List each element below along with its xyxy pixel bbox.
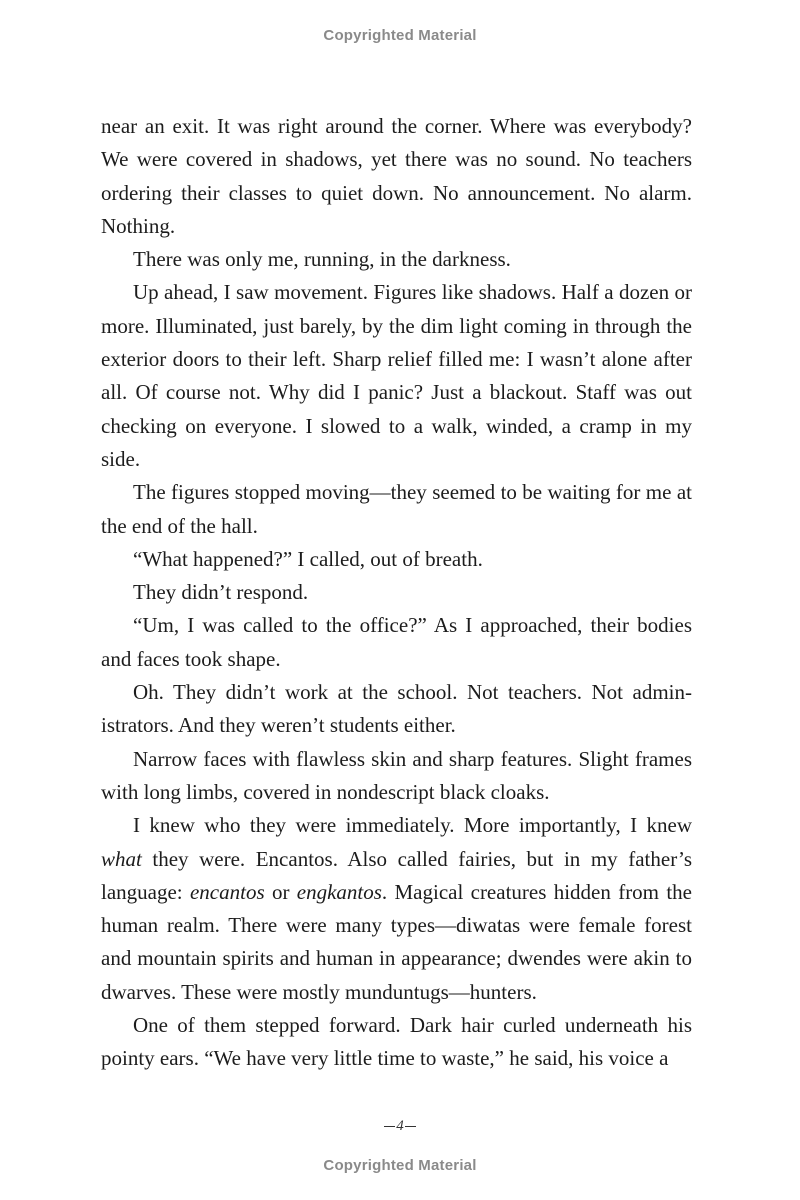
text-run: I knew who they were immediately. More importantly, I knew	[133, 813, 692, 838]
paragraph	[101, 110, 692, 243]
text-run: Oh. They didn’t work at the school. Not teachers. Not administrators. And they weren’t students either.	[101, 680, 692, 738]
book-page-body	[101, 110, 692, 1076]
text-run: One of them stepped forward. Dark hair curled underneath his pointy ears. “We have very little time to waste,” he said, his voice a	[101, 1013, 692, 1071]
text-run: or	[264, 879, 297, 904]
italic-word: encantos	[189, 879, 265, 904]
folio-dash-right	[405, 1126, 416, 1127]
folio-dash-left	[384, 1126, 395, 1127]
paragraph	[101, 243, 692, 276]
text-run: They didn’t respond.	[133, 580, 309, 605]
text-run: “What happened?” I called, out of breath.	[133, 546, 483, 571]
paragraph	[101, 276, 692, 476]
page-number	[0, 1118, 800, 1135]
paragraph	[101, 576, 692, 609]
text-run: . Magical creatures hidden from the human realm. There were many types—diwatas were female forest and mountain spirits and human in appearance; dwendes were akin to dwarves. These were mostly munduntugs—hunters.	[101, 879, 692, 1004]
text-run: “Um, I was called to the office?” As I approached, their bodies and faces took shape.	[101, 613, 692, 671]
text-run: There was only me, running, in the darkness.	[133, 247, 511, 272]
page-number-value: 4	[396, 1118, 404, 1134]
text-run: they were. Encantos. Also called fairies, but in my father’s language:	[101, 846, 692, 904]
paragraph	[101, 1009, 692, 1076]
text-run: near an exit. It was right around the corner. Where was everybody? We were covered in shadows, yet there was no sound. No teachers ordering their classes to quiet down. No announcement. No alarm. Nothing.	[101, 114, 692, 238]
paragraph	[101, 809, 692, 1009]
italic-word: engkantos	[296, 879, 382, 904]
paragraph	[101, 476, 692, 543]
paragraph	[101, 543, 692, 576]
paragraph	[101, 676, 692, 743]
paragraph	[101, 743, 692, 810]
text-run: The figures stopped moving—they seemed to be waiting for me at the end of the hall.	[101, 480, 692, 538]
italic-word: what	[101, 846, 142, 871]
copyright-watermark-bottom: Copyrighted Material	[323, 1157, 477, 1174]
paragraph	[101, 609, 692, 676]
text-run: Up ahead, I saw movement. Figures like shadows. Half a dozen or more. Illuminated, just barely, by the dim light coming in through the exterior doors to their left. Sharp relief filled me: I wasn’t alone after all. Of course not. Why did I panic? Just a blackout. Staff was out checking on everyone. I slowed to a walk, winded, a cramp in my side.	[101, 280, 692, 471]
copyright-watermark-top: Copyrighted Material	[323, 27, 477, 44]
text-run: Narrow faces with flawless skin and sharp features. Slight frames with long limbs, covered in nondescript black cloaks.	[101, 746, 692, 804]
